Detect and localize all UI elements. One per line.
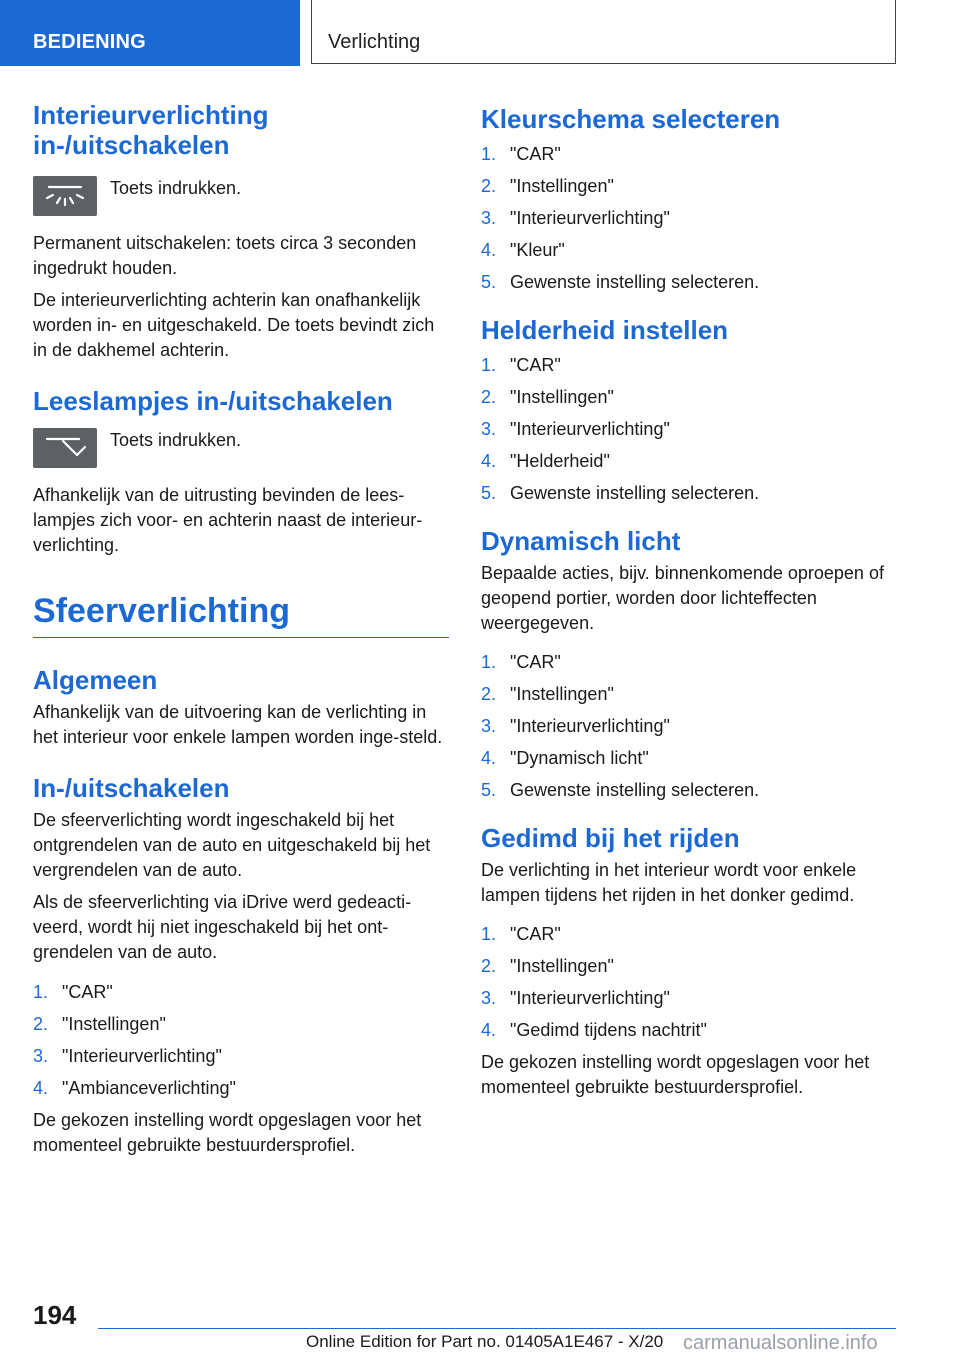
paragraph: De verlichting in het interieur wordt voor enkele lampen tijdens het rijden in het donker gedimd. (481, 860, 857, 905)
heading-dimmed-driving: Gedimd bij het rijden (481, 823, 740, 853)
list-item: 5. Gewenste instelling selecteren. (481, 272, 760, 292)
interior-light-row (33, 176, 449, 228)
heading-dynamic-light: Dynamisch licht (481, 526, 681, 556)
reading-light-row (33, 428, 449, 480)
steps-list (481, 922, 897, 1043)
reading-light-instruction: Toets indrukken. (110, 430, 242, 450)
list-item: 3. "Interieurverlichting" (481, 988, 670, 1008)
list-item: 4. "Kleur" (481, 240, 565, 260)
heading-reading-lights: Leeslampjes in-/uitschakelen (33, 386, 393, 416)
reading-light-button-icon (33, 428, 97, 468)
page-number: 194 (33, 1300, 77, 1330)
list-item: 3. "Interieurverlichting" (481, 208, 670, 228)
list-item: 4. "Gedimd tijdens nachtrit" (481, 1020, 707, 1040)
list-item: 3. "Interieurverlichting" (33, 1046, 222, 1066)
interior-light-button-icon (33, 176, 97, 216)
list-item: 2. "Instellingen" (481, 684, 614, 704)
list-item: 1. "CAR" (481, 355, 561, 375)
watermark: carmanualsonline.info (683, 1332, 878, 1354)
heading-on-off: In-/uitschakelen (33, 773, 230, 803)
topic-title: Verlichting (311, 0, 896, 64)
steps-list (33, 980, 449, 1101)
right-column (481, 100, 897, 1100)
chapter-rule (33, 637, 449, 638)
list-item: 2. "Instellingen" (481, 387, 614, 407)
paragraph: De interieurverlichting achterin kan onafhankelijk worden in- en uitgeschakeld. De toets bevindt zich in de dakhemel achterin. (33, 290, 435, 360)
interior-light-instruction: Toets indrukken. (110, 178, 242, 198)
steps-list (481, 142, 897, 295)
paragraph: De gekozen instelling wordt opgeslagen voor het momenteel gebruikte bestuurdersprofiel. (481, 1052, 870, 1097)
footer-rule (98, 1328, 896, 1329)
heading-brightness: Helderheid instellen (481, 315, 729, 345)
chapter-title: Sfeerverlichting (33, 592, 290, 630)
section-tab: BEDIENING (0, 0, 300, 66)
list-item: 1. "CAR" (481, 924, 561, 944)
left-column (33, 100, 449, 1158)
heading-interior-light: Interieurverlichting in-/uitschakelen (33, 100, 269, 160)
heading-color-scheme: Kleurschema selecteren (481, 104, 781, 134)
list-item: 2. "Instellingen" (33, 1014, 166, 1034)
list-item: 5. Gewenste instelling selecteren. (481, 483, 760, 503)
footer-edition: Online Edition for Part no. 01405A1E467 - X/20 (306, 1332, 664, 1351)
list-item: 2. "Instellingen" (481, 176, 614, 196)
paragraph: Als de sfeerverlichting via iDrive werd gedeacti-veerd, wordt hij niet ingeschakeld bij het ont-grendelen van de auto. (33, 892, 412, 962)
list-item: 1. "CAR" (481, 144, 561, 164)
paragraph: Permanent uitschakelen: toets circa 3 seconden ingedrukt houden. (33, 233, 417, 278)
list-item: 1. "CAR" (481, 652, 561, 672)
steps-list (481, 650, 897, 803)
paragraph: Afhankelijk van de uitvoering kan de verlichting in het interieur voor enkele lampen worden inge-steld. (33, 702, 443, 747)
paragraph: De sfeerverlichting wordt ingeschakeld bij het ontgrendelen van de auto en uitgeschakeld bij het vergrendelen van de auto. (33, 810, 431, 880)
list-item: 3. "Interieurverlichting" (481, 716, 670, 736)
list-item: 2. "Instellingen" (481, 956, 614, 976)
list-item: 3. "Interieurverlichting" (481, 419, 670, 439)
list-item: 4. "Helderheid" (481, 451, 610, 471)
list-item: 5. Gewenste instelling selecteren. (481, 780, 760, 800)
paragraph: Afhankelijk van de uitrusting bevinden de lees-lampjes zich voor- en achterin naast de interieur-verlichting. (33, 485, 423, 555)
page-header (0, 0, 960, 66)
list-item: 1. "CAR" (33, 982, 113, 1002)
paragraph: De gekozen instelling wordt opgeslagen voor het momenteel gebruikte bestuurdersprofiel. (33, 1110, 422, 1155)
heading-general: Algemeen (33, 665, 158, 695)
steps-list (481, 353, 897, 506)
list-item: 4. "Dynamisch licht" (481, 748, 649, 768)
paragraph: Bepaalde acties, bijv. binnenkomende oproepen of geopend portier, worden door lichteffecten weergegeven. (481, 563, 884, 633)
list-item: 4. "Ambianceverlichting" (33, 1078, 236, 1098)
